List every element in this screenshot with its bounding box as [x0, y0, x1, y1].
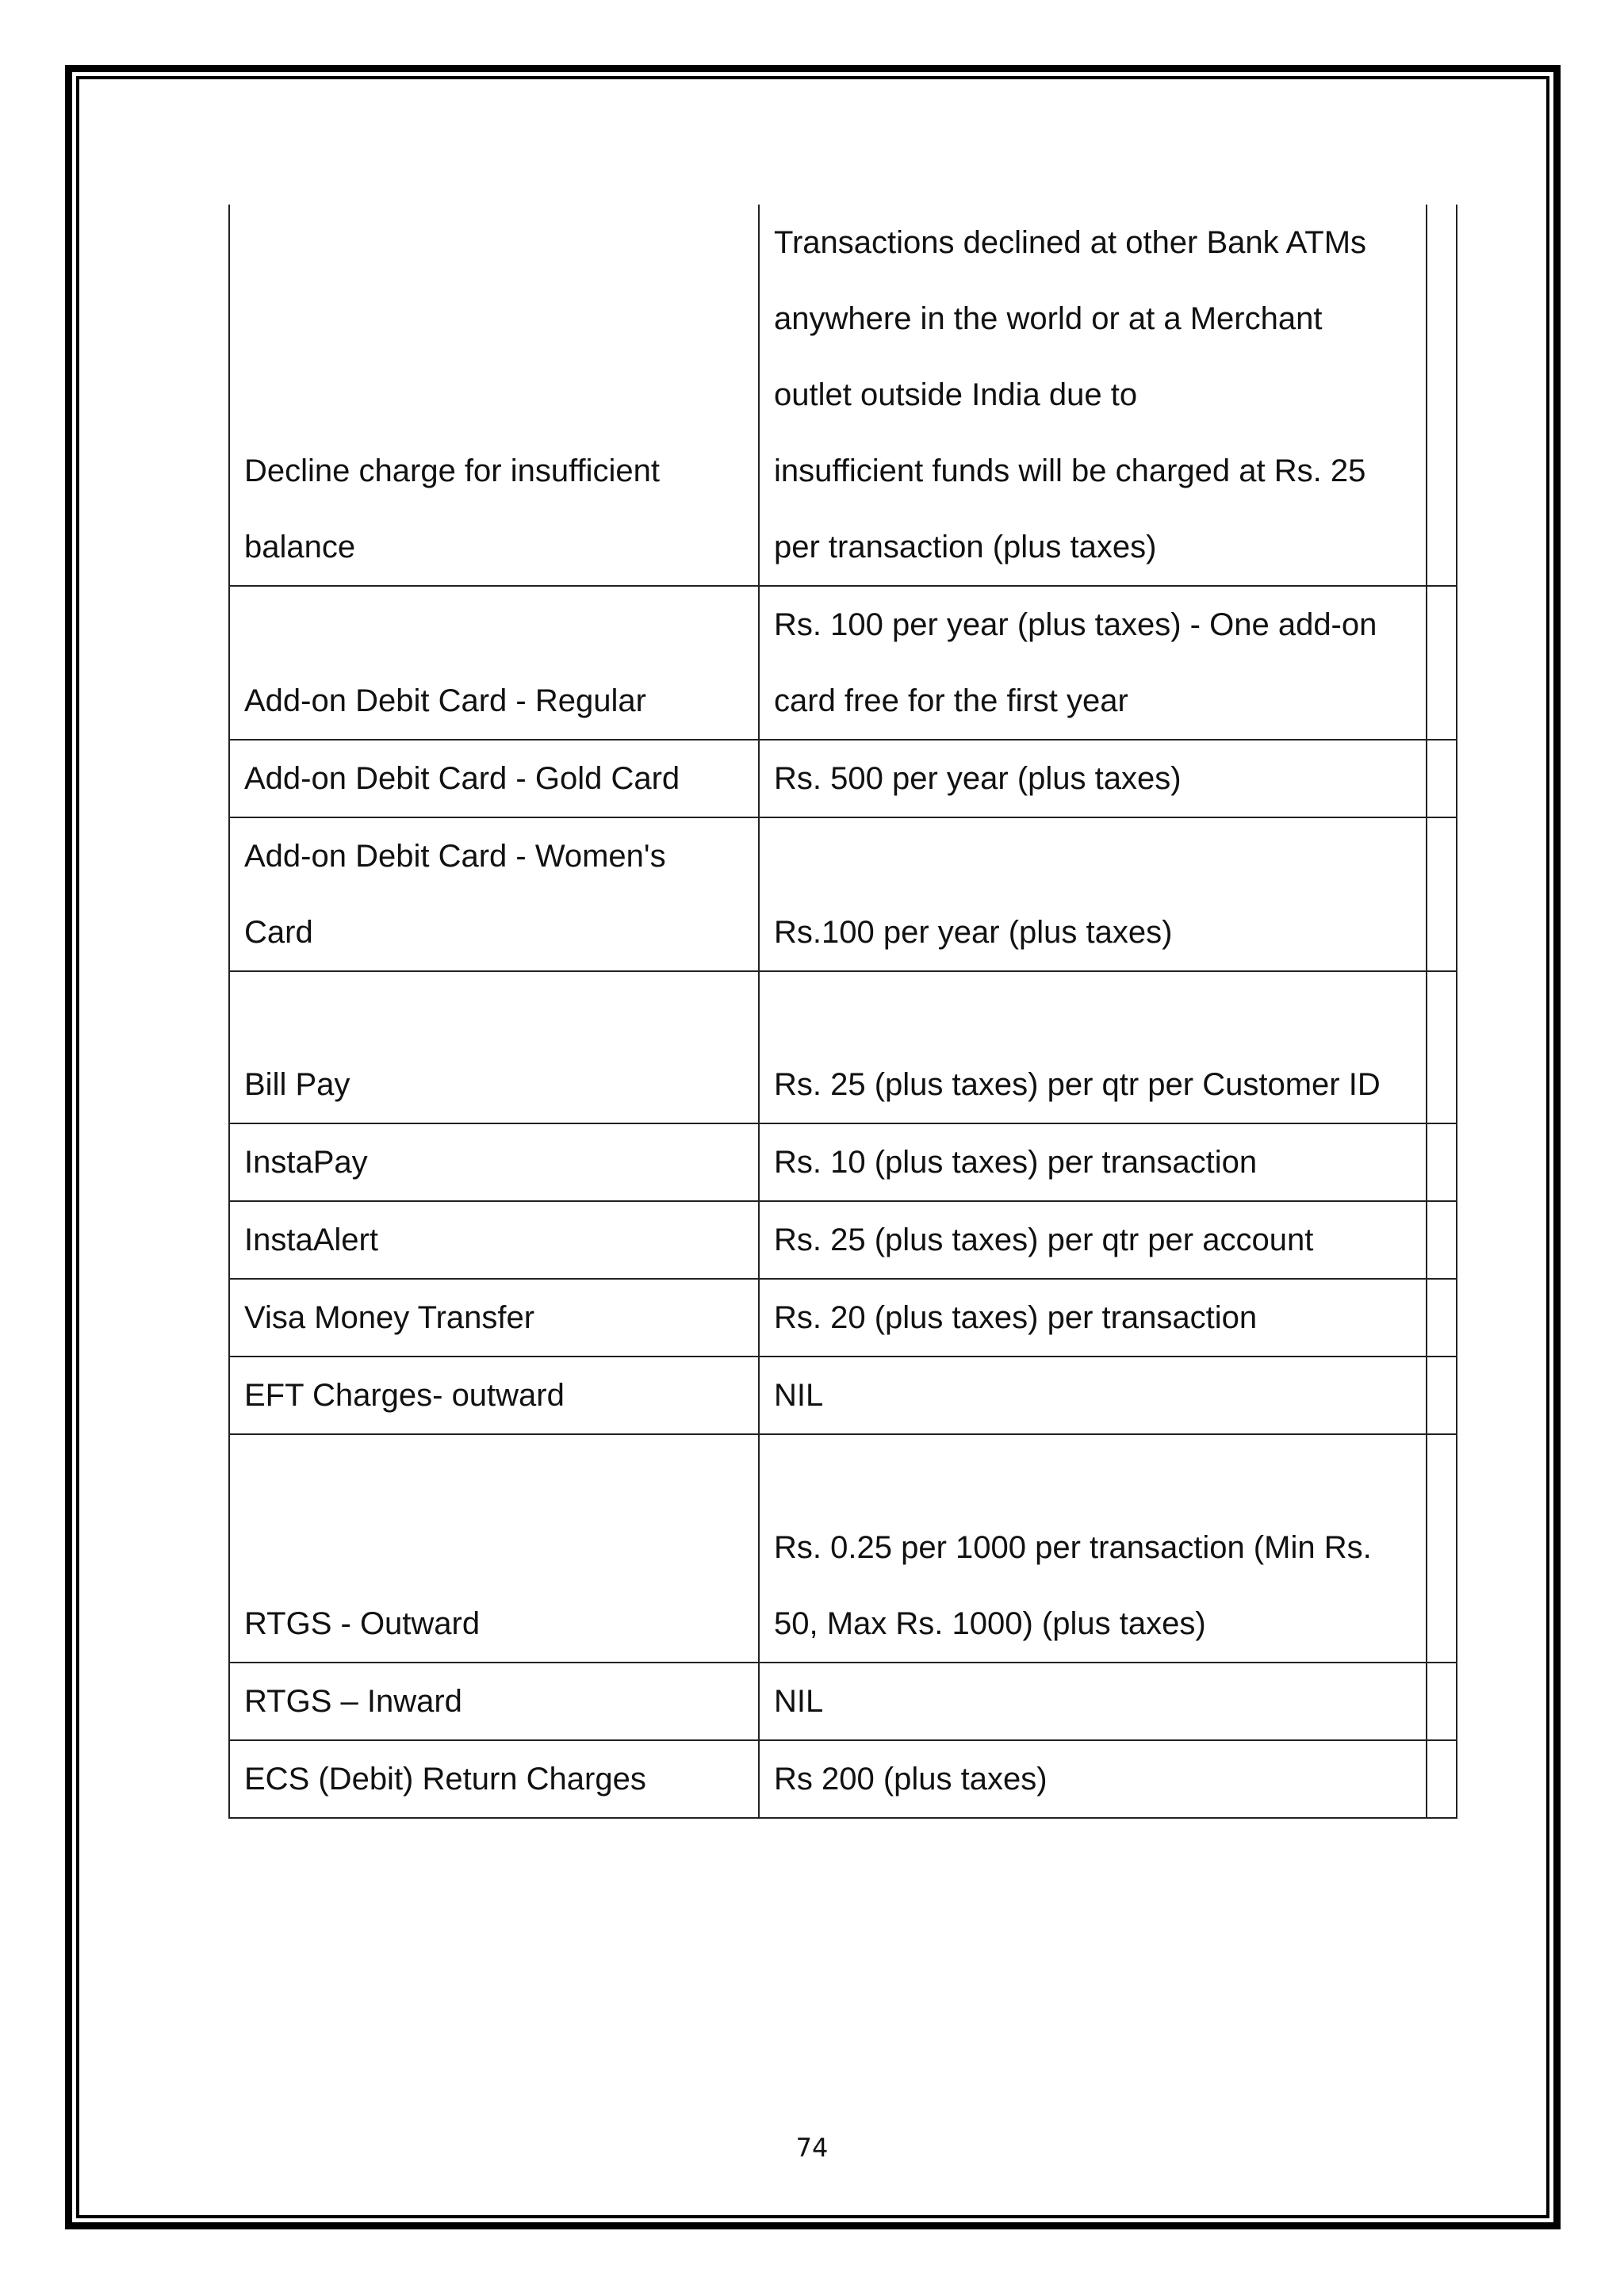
service-cell [229, 205, 759, 586]
table-row [229, 1123, 1457, 1201]
charge-text: Rs. 500 per year (plus taxes) [774, 761, 1182, 796]
service-cell [229, 817, 759, 971]
table-row [229, 1663, 1457, 1740]
service-cell [229, 1123, 759, 1201]
charge-text: Rs. 10 (plus taxes) per transaction [774, 1145, 1258, 1180]
charge-text: Transactions declined at other Bank ATMs anywhere in the world or at a Merchant outlet outside India due to insufficient funds will be charged at Rs. 25 per transaction (plus taxes) [774, 225, 1367, 564]
table-row [229, 1357, 1457, 1434]
empty-cell [1427, 1123, 1457, 1201]
charge-text: NIL [774, 1378, 824, 1413]
service-name: Add-on Debit Card - Regular [244, 683, 646, 718]
service-name: RTGS - Outward [244, 1606, 481, 1641]
table-row [229, 740, 1457, 817]
service-name: Bill Pay [244, 1067, 350, 1102]
charge-text: Rs 200 (plus taxes) [774, 1762, 1048, 1797]
table-row [229, 1434, 1457, 1663]
service-cell [229, 1663, 759, 1740]
empty-cell [1427, 1740, 1457, 1818]
empty-cell [1427, 740, 1457, 817]
charge-text: Rs. 25 (plus taxes) per qtr per account [774, 1223, 1314, 1257]
service-name: Visa Money Transfer [244, 1300, 535, 1335]
service-name: Decline charge for insufficient balance [244, 453, 660, 564]
charges-table [228, 205, 1457, 1819]
charge-cell [759, 740, 1427, 817]
empty-cell [1427, 1434, 1457, 1663]
charge-cell [759, 1201, 1427, 1279]
empty-cell [1427, 817, 1457, 971]
table-row [229, 971, 1457, 1123]
service-name: Add-on Debit Card - Gold Card [244, 761, 680, 796]
service-name: EFT Charges- outward [244, 1378, 565, 1413]
charge-cell [759, 586, 1427, 740]
empty-cell [1427, 586, 1457, 740]
charge-text: NIL [774, 1684, 824, 1719]
service-cell [229, 1434, 759, 1663]
empty-cell [1427, 1357, 1457, 1434]
service-name: RTGS – Inward [244, 1684, 462, 1719]
service-cell [229, 1201, 759, 1279]
charge-cell [759, 971, 1427, 1123]
charge-text: Rs. 0.25 per 1000 per transaction (Min Rs. 50, Max Rs. 1000) (plus taxes) [774, 1530, 1372, 1641]
service-name: InstaPay [244, 1145, 368, 1180]
table-row [229, 1201, 1457, 1279]
empty-cell [1427, 1663, 1457, 1740]
empty-cell [1427, 971, 1457, 1123]
empty-cell [1427, 205, 1457, 586]
service-cell [229, 1740, 759, 1818]
service-cell [229, 740, 759, 817]
charge-text: Rs.100 per year (plus taxes) [774, 915, 1173, 950]
charge-cell [759, 1357, 1427, 1434]
charge-text: Rs. 100 per year (plus taxes) - One add-on card free for the first year [774, 607, 1377, 718]
page-number: 74 [795, 2133, 829, 2163]
charge-text: Rs. 25 (plus taxes) per qtr per Customer ID [774, 1067, 1381, 1102]
service-cell [229, 971, 759, 1123]
table-row [229, 1740, 1457, 1818]
service-cell [229, 1357, 759, 1434]
empty-cell [1427, 1279, 1457, 1357]
charge-cell [759, 1434, 1427, 1663]
charge-cell [759, 1663, 1427, 1740]
table-row [229, 1279, 1457, 1357]
charge-cell [759, 1123, 1427, 1201]
charge-text: Rs. 20 (plus taxes) per transaction [774, 1300, 1258, 1335]
charge-cell [759, 1279, 1427, 1357]
charge-cell [759, 205, 1427, 586]
table-row [229, 586, 1457, 740]
empty-cell [1427, 1201, 1457, 1279]
service-name: Add-on Debit Card - Women's Card [244, 839, 666, 950]
charge-cell [759, 1740, 1427, 1818]
service-name: ECS (Debit) Return Charges [244, 1762, 646, 1797]
service-cell [229, 586, 759, 740]
service-cell [229, 1279, 759, 1357]
service-name: InstaAlert [244, 1223, 378, 1257]
table-row [229, 205, 1457, 586]
table-row [229, 817, 1457, 971]
charge-cell [759, 817, 1427, 971]
